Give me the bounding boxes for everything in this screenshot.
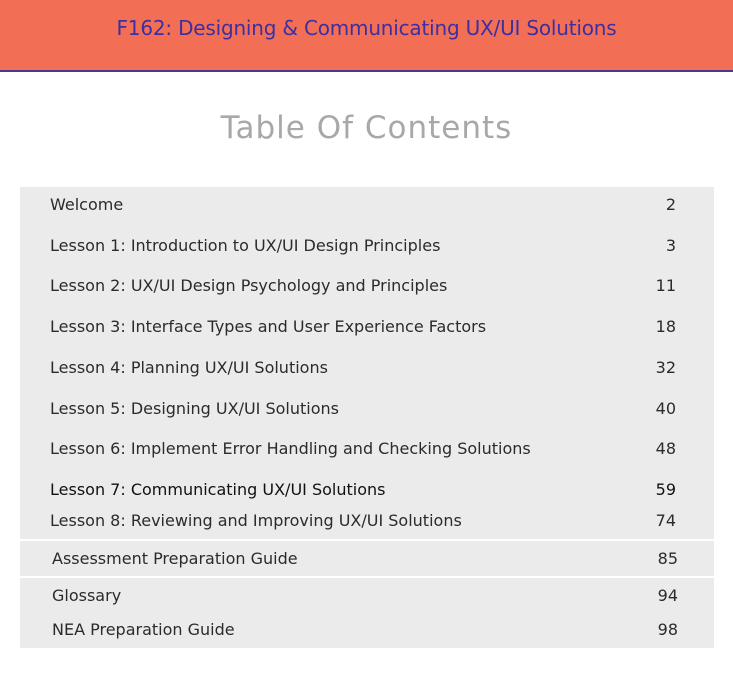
toc-entry-page: 2	[665, 195, 676, 214]
toc-entry-page: 18	[655, 317, 676, 336]
toc-entry-label: Lesson 7: Communicating UX/UI Solutions	[50, 480, 386, 499]
toc-entry-label: Assessment Preparation Guide	[52, 549, 298, 568]
toc-entry-label: Welcome	[50, 195, 124, 214]
toc-entry-page: 48	[655, 439, 676, 458]
toc-entry-page: 59	[655, 480, 676, 499]
toc-entry-label: Lesson 4: Planning UX/UI Solutions	[50, 358, 328, 377]
toc-entry-label: Lesson 2: UX/UI Design Psychology and Principles	[50, 276, 448, 295]
toc-entry-label: Lesson 6: Implement Error Handling and Checking Solutions	[50, 439, 531, 458]
document-header	[0, 0, 733, 72]
toc-entry-label: Lesson 8: Reviewing and Improving UX/UI Solutions	[50, 511, 462, 530]
toc-entry-label: Lesson 3: Interface Types and User Experience Factors	[50, 317, 487, 336]
toc-entry-page: 74	[655, 511, 676, 530]
toc-heading: Table Of Contents	[220, 110, 513, 146]
toc-list	[20, 187, 714, 648]
toc-entry-page: 32	[655, 358, 676, 377]
document-title: F162: Designing & Communicating UX/UI Solutions	[116, 16, 617, 40]
toc-entry-page: 11	[655, 276, 676, 295]
toc-entry-page: 3	[665, 236, 676, 255]
toc-entry-label: Lesson 5: Designing UX/UI Solutions	[50, 399, 339, 418]
toc-divider	[20, 539, 714, 541]
toc-entry-page: 40	[655, 399, 676, 418]
toc-divider	[20, 576, 714, 578]
toc-entry-label: NEA Preparation Guide	[52, 620, 235, 639]
toc-entry-page: 98	[657, 620, 678, 639]
toc-entry-page: 85	[657, 549, 678, 568]
toc-entry-label: Lesson 1: Introduction to UX/UI Design Principles	[50, 236, 441, 255]
toc-entry-label: Glossary	[52, 586, 122, 605]
toc-entry-page: 94	[657, 586, 678, 605]
